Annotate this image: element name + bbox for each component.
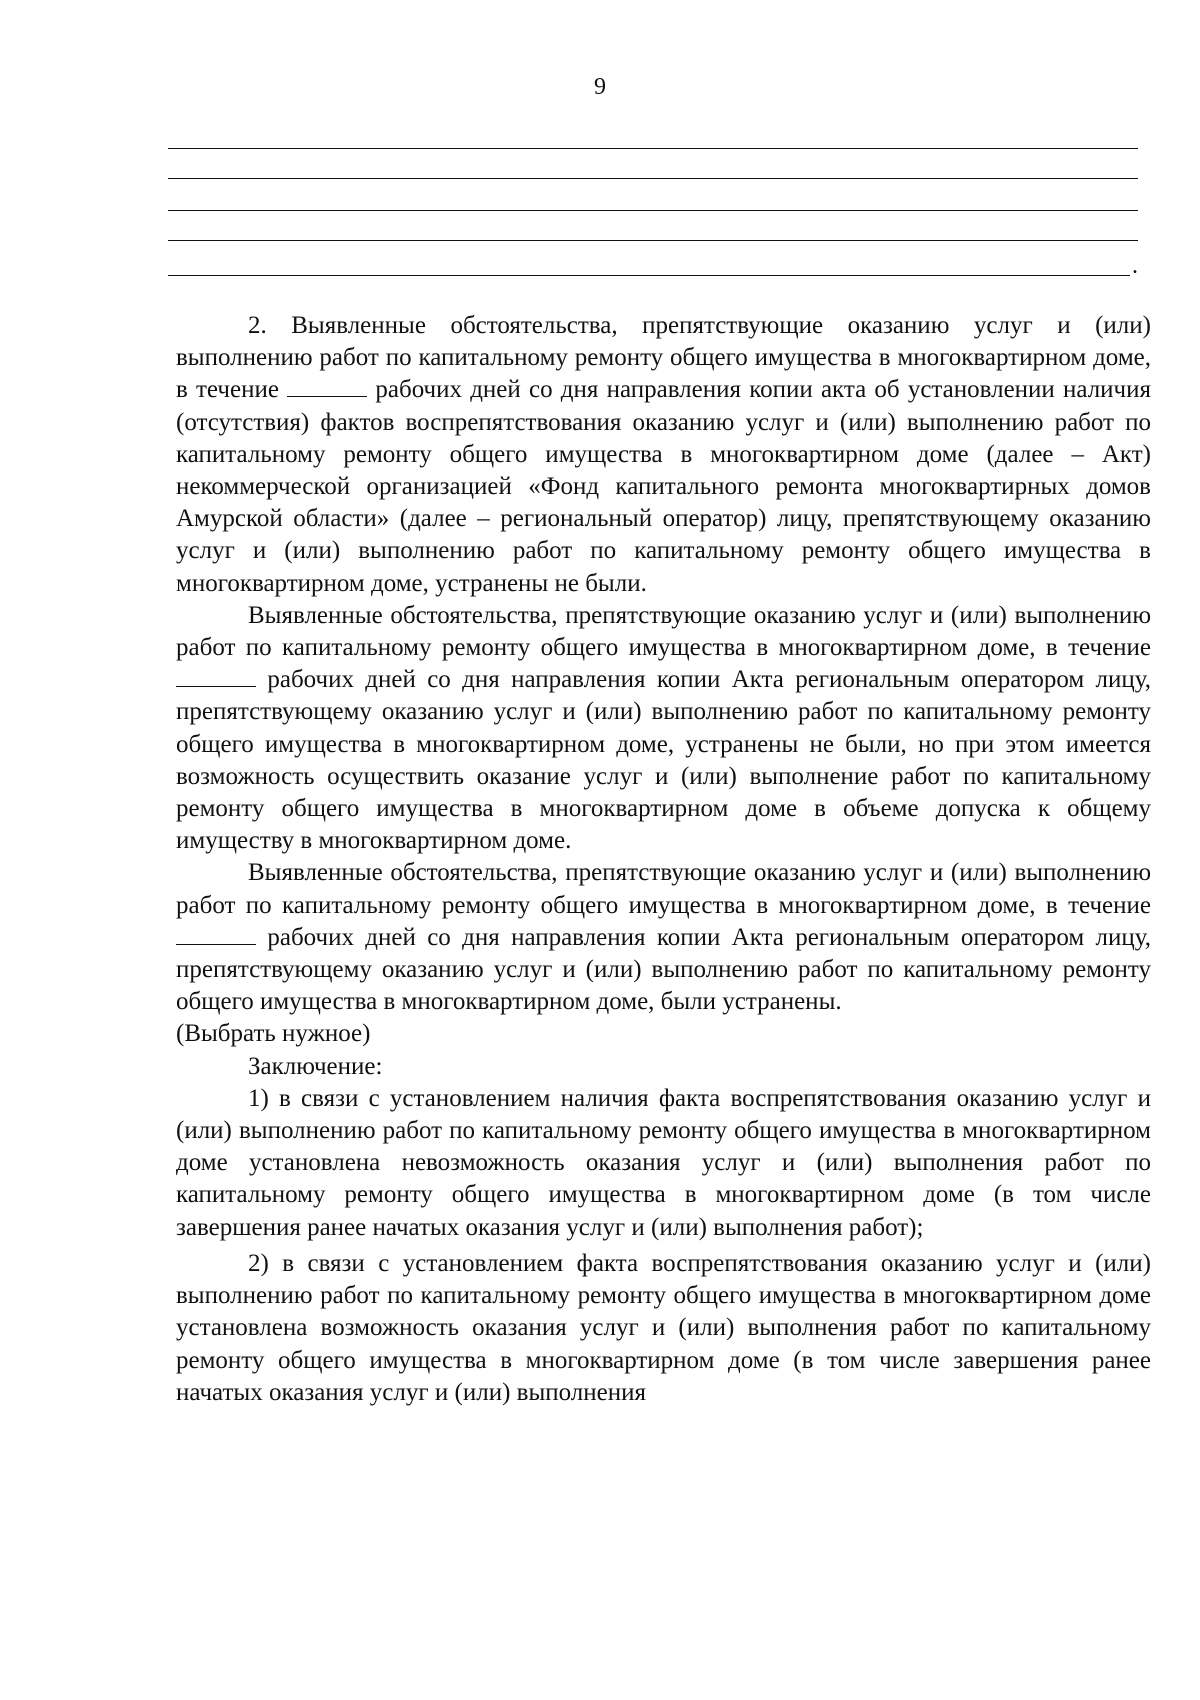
paragraph-text: рабочих дней со дня направления копии акта об установлении наличия (отсутствия) фактов воспрепятствования оказанию услуг и (или) выполнению работ по капитальному ремонту общего имущества в многоквартирном доме (далее – Акт) некоммерческой организацией «Фонд капитального ремонта многоквартирных домов Амурской области» (далее – региональный оператор) лицу, препятствующему оказанию услуг и (или) выполнению работ по капитальному ремонту общего имущества в многоквартирном доме, устранены не были. [176, 376, 1152, 597]
fill-in-line [168, 275, 1130, 276]
paragraph-option-resolved [176, 857, 1151, 1018]
paragraph-item-2 [176, 310, 1151, 600]
paragraph-text: рабочих дней со дня направления копии Акта региональным оператором лицу, препятствующему оказанию услуг и (или) выполнению работ по капитальному ремонту общего имущества в многоквартирном доме, были устранены. [176, 923, 1152, 1016]
paragraph-text: Выявленные обстоятельства, препятствующие оказанию услуг и (или) выполнению работ по капитальному ремонту общего имущества в многоквартирном доме, в течение [176, 601, 1151, 662]
days-blank [176, 668, 256, 687]
conclusion-item-1: 1) в связи с установлением наличия факта воспрепятствования оказанию услуг и (или) выполнению работ по капитальному ремонту общего имущества в многоквартирном доме установлена невозможность оказания услуг и (или) выполнения работ по капитальному ремонту общего имущества в многоквартирном доме (в том числе завершения ранее начатых оказания услуг и (или) выполнения работ); [176, 1084, 1151, 1241]
paragraph-text: рабочих дней со дня направления копии Акта региональным оператором лицу, препятствующему оказанию услуг и (или) выполнению работ по капитальному ремонту общего имущества в многоквартирном доме, устранены не были, но при этом имеется возможность осуществить оказание услуг и (или) выполнение работ по капитальному ремонту общего имущества в многоквартирном доме в объеме допуска к общему имуществу в многоквартирном доме. [176, 666, 1152, 855]
fill-in-line [168, 148, 1138, 149]
days-blank [176, 926, 256, 945]
page-number: 9 [594, 74, 606, 100]
fill-in-line [168, 240, 1138, 241]
conclusion-heading: Заключение: [248, 1052, 383, 1080]
fill-in-line [168, 210, 1138, 211]
paragraph-text: Выявленные обстоятельства, препятствующие оказанию услуг и (или) выполнению работ по капитальному ремонту общего имущества в многоквартирном доме, в течение [176, 859, 1151, 919]
paragraph-text: 2. Выявленные обстоятельства, препятствующие оказанию услуг и (или) выполнению работ по капитальному ремонту общего имущества в многоквартирном доме, в течение [176, 312, 1151, 404]
days-blank [287, 378, 367, 397]
conclusion-item-2: 2) в связи с установлением факта воспрепятствования оказанию услуг и (или) выполнению работ по капитальному ремонту общего имущества в многоквартирном доме установлена возможность оказания услуг и (или) выполнения работ по капитальному ремонту общего имущества в многоквартирном доме (в том числе завершения ранее начатых оказания услуг и (или) выполнения [176, 1249, 1151, 1406]
fill-in-period: . [1132, 253, 1138, 279]
fill-in-line [168, 178, 1138, 179]
paragraph-option-partial [176, 600, 1151, 858]
choose-note: (Выбрать нужное) [176, 1020, 371, 1048]
document-body [176, 310, 1151, 1409]
